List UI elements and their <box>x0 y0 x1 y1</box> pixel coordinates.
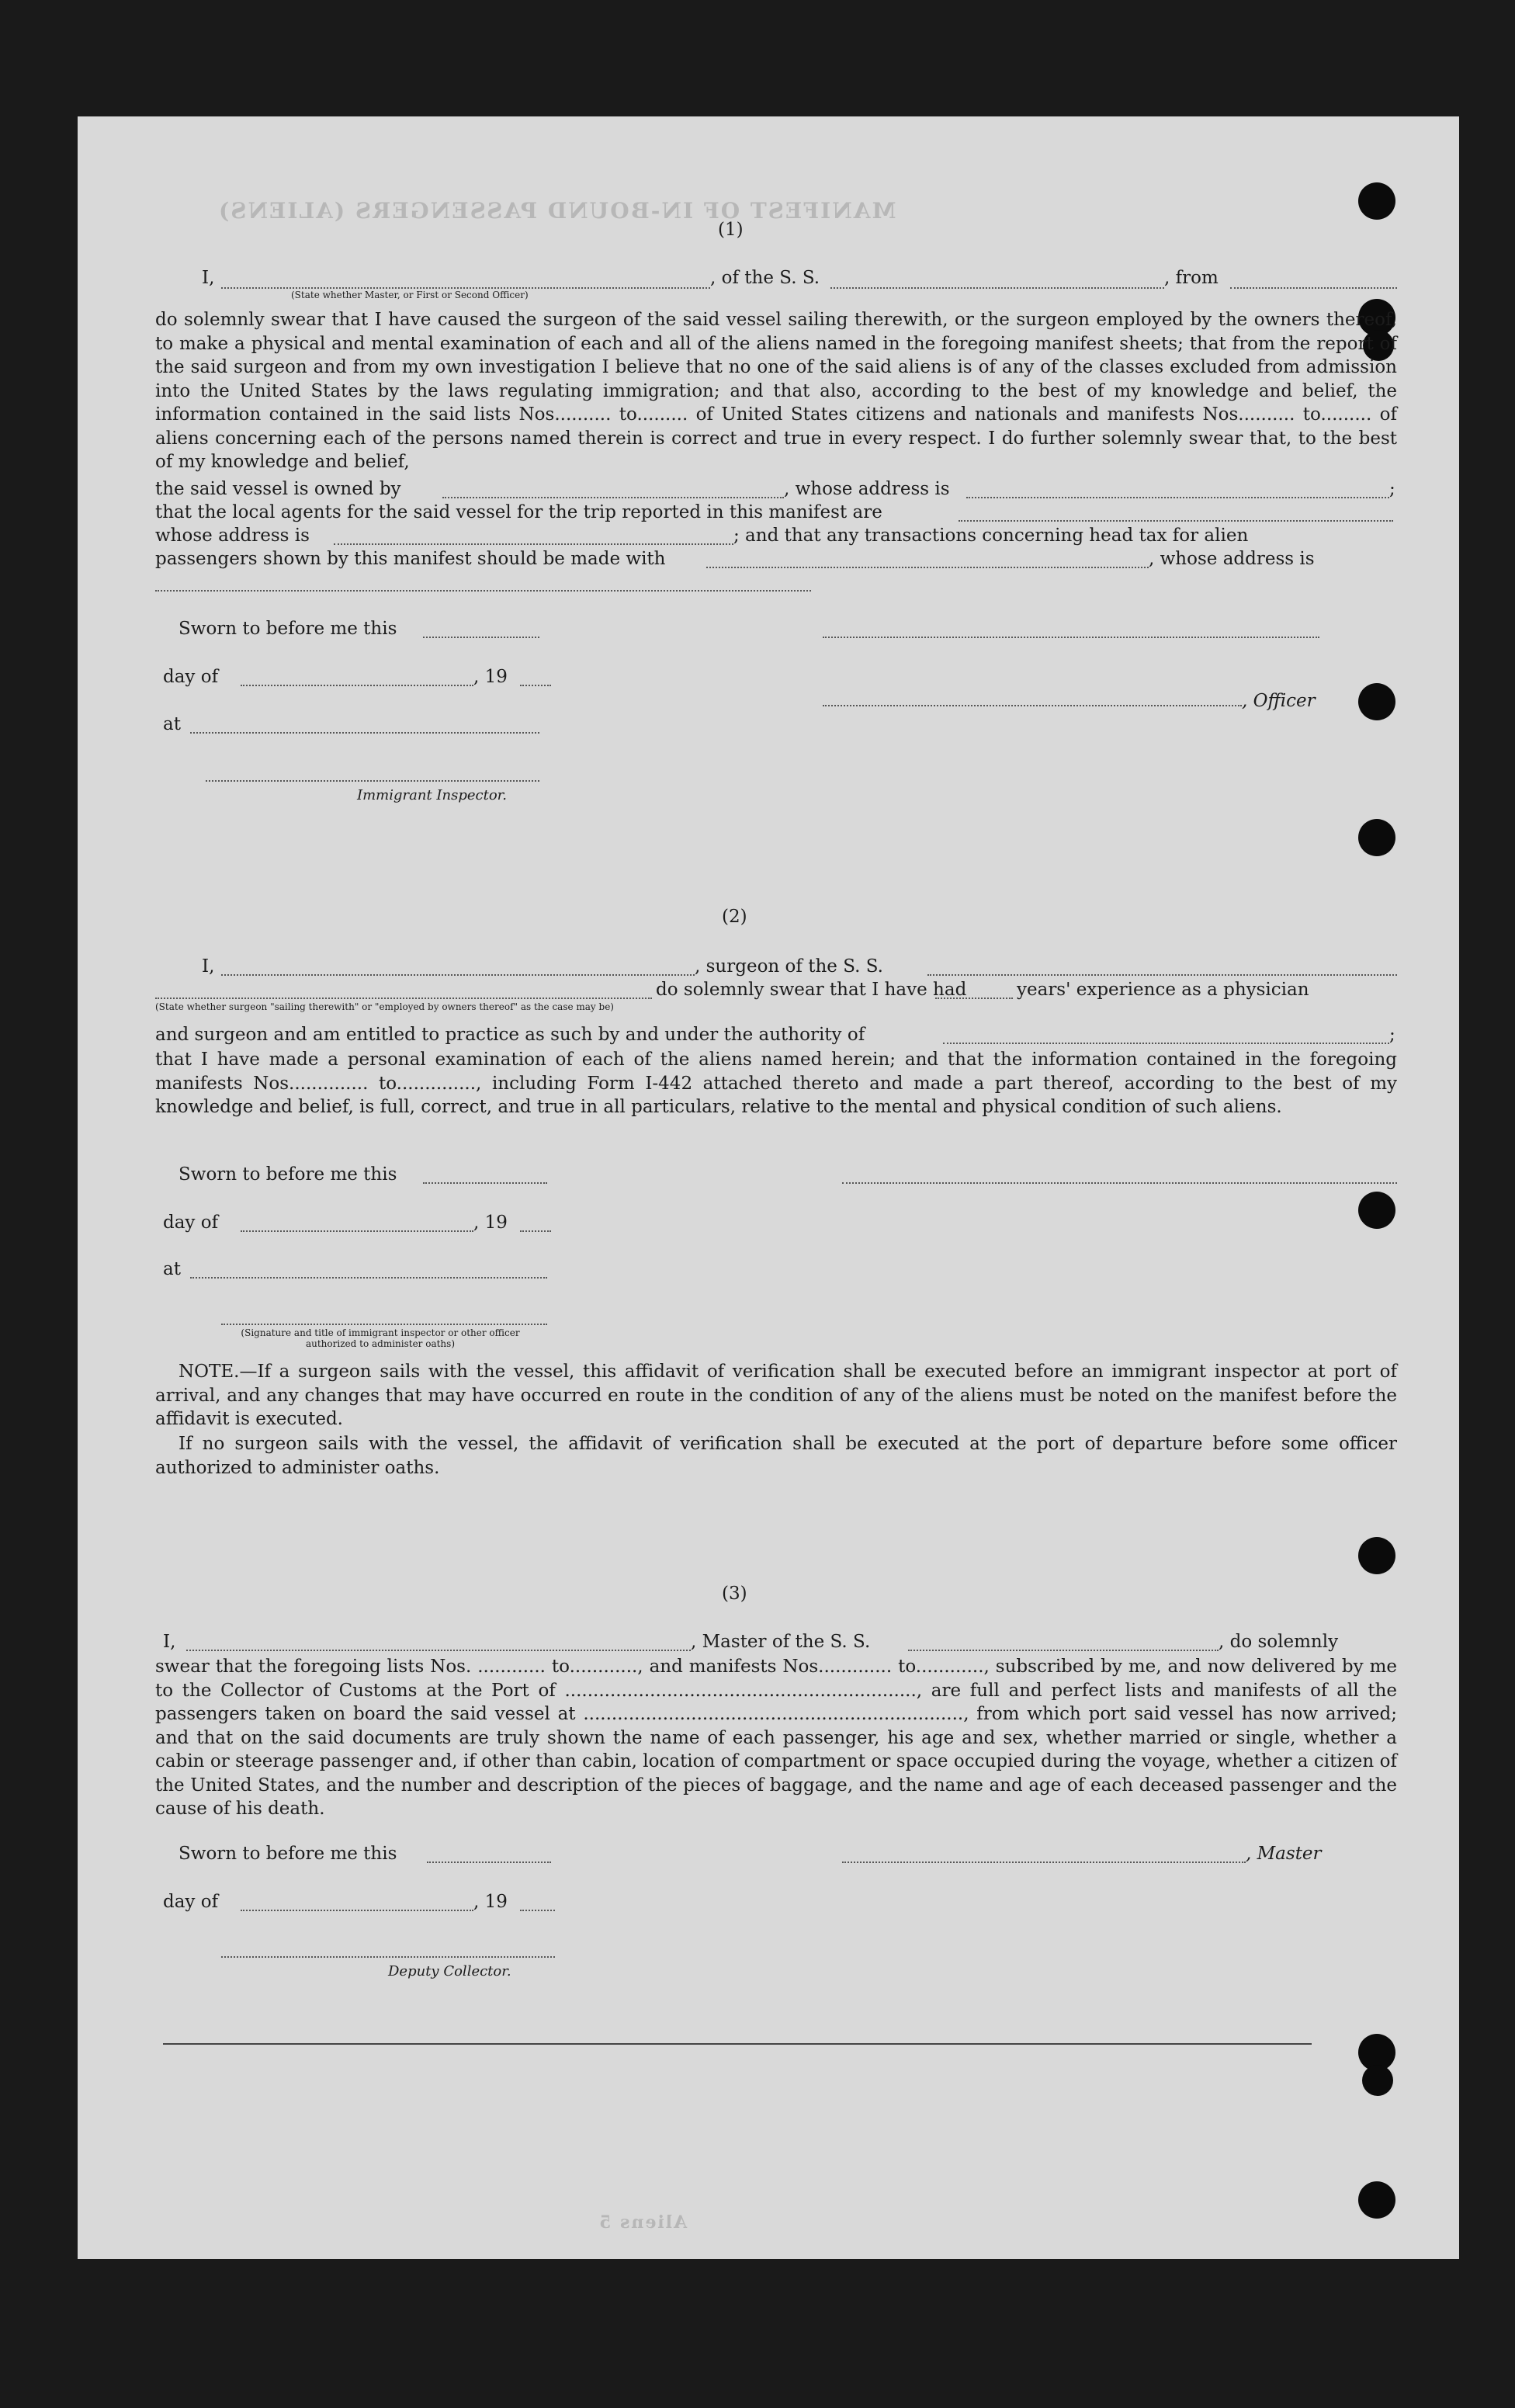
punch-hole <box>1358 1192 1395 1229</box>
punch-hole <box>1358 683 1395 720</box>
s1-from-blank <box>1230 287 1397 289</box>
s1-year: , 19 <box>473 667 508 687</box>
section-1-number: (1) <box>718 220 744 240</box>
s3-collector-blank <box>221 1956 555 1958</box>
s3-sworn: Sworn to before me this <box>179 1844 397 1864</box>
s1-tax-address-blank <box>155 590 811 592</box>
s2-at-blank <box>190 1277 547 1279</box>
s2-note2: If no surgeon sails with the vessel, the affidavit of verification shall be executed at the port of departure before some officer authorized to administer oaths. <box>155 1434 1397 1478</box>
s3-day-blank <box>241 1910 473 1911</box>
s2-state-note: (State whether surgeon "sailing therewith" or "employed by owners thereof" as the case may be) <box>155 1001 614 1012</box>
s1-owned-by: the said vessel is owned by <box>155 479 401 499</box>
s1-passengers-shown: passengers shown by this manifest should be made with <box>155 549 666 569</box>
s2-signature-blank <box>221 1324 547 1325</box>
s2-solemnly: do solemnly swear that I have had <box>656 980 967 1000</box>
s3-name-blank <box>186 1650 691 1651</box>
s2-surgeon-of: , surgeon of the S. S. <box>695 956 883 977</box>
s3-sworn-blank <box>427 1862 551 1863</box>
s1-vessel-blank <box>830 287 1164 289</box>
s1-officer-name-blank <box>823 705 1242 706</box>
s3-master-signature-blank <box>842 1862 1246 1863</box>
s3-collector-label: Deputy Collector. <box>388 1963 511 1979</box>
s2-year: , 19 <box>473 1213 508 1233</box>
s2-years-blank <box>935 998 1013 999</box>
s3-solemnly: , do solemnly <box>1219 1632 1339 1652</box>
s1-owner-address-blank <box>966 497 1389 498</box>
s1-day-of: day of <box>163 667 219 687</box>
s2-experience: years' experience as a physician <box>1017 980 1309 1000</box>
s3-master-label: , Master <box>1246 1844 1322 1864</box>
s2-body1: and surgeon and am entitled to practice as such by and under the authority of <box>155 1025 865 1045</box>
s2-day-blank <box>241 1230 473 1232</box>
s2-year-blank <box>520 1230 551 1232</box>
s1-local-agents: that the local agents for the said vessel for the trip reported in this manifest are <box>155 502 882 522</box>
s3-i: I, <box>163 1632 176 1652</box>
bottom-rule <box>163 2043 1312 2045</box>
punch-hole <box>1362 2065 1393 2096</box>
s2-note1: —If a surgeon sails with the vessel, this affidavit of verification shall be executed before an immigrant inspector at port of arrival, and any changes that may have occurred en route in the condition of any of the aliens must be noted on the manifest before the affidavit is executed. <box>155 1362 1397 1429</box>
s1-body: do solemnly swear that I have caused the surgeon of the said vessel sailing therewith, or the surgeon employed by the owners thereof, to make a physical and mental examination of each and all of the aliens named in the foregoing manifest sheets; that from the report of the said surgeon and from my own investigation I believe that no one of the said aliens is of any of the classes excluded from admission into the United States by the laws regulating immigration; and that also, according to the best of my knowledge and belief, the information contained in the said lists Nos.......... to......... of United States citizens and nationals and manifests Nos.......... to......... of aliens concerning each of the persons named therein is correct and true in every respect. I do further solemnly swear that, to the best of my knowledge and belief, <box>155 310 1397 472</box>
s1-day-blank <box>241 685 473 686</box>
s1-of-ss: , of the S. S. <box>710 268 820 288</box>
s1-agents-blank <box>959 520 1393 522</box>
s1-owner-blank <box>442 497 784 498</box>
punch-hole <box>1358 182 1395 220</box>
punch-hole <box>1358 2181 1395 2219</box>
s1-i: I, <box>202 268 215 288</box>
manifest-page: MANIFEST OF IN-BOUND PASSENGERS (ALIENS) (1) I, , of the S. S. , from (State whether Master, or First or Second Officer) do solemnly swear that I have caused the surgeon of the said vessel sailing therewith, or the surgeon employed by the owners thereof, to make a physical and mental examination of each and all of the aliens named in the foregoing manifest sheets; that from the report of the said surgeon and from my own investigation I believe that no one of the said aliens is of any of the classes excluded from admission into the United States by the laws regulating immigration; and that also, according to the best of my knowledge and belief, the information contained in the said lists Nos.......... to......... of United States citizens and nationals and manifests Nos.......... to......... of aliens concerning each of the persons named therein is correct and true in every respect. I do further solemnly swear that, to the best of my knowledge and belief, the said vessel is owned by , whose address is ; that the local agents for the said vessel for the trip reported in this manifest are whose address is ; and that any transactions concerning head tax for alien passengers shown by this manifest should be made with , whose address is Sworn to before me this day of , 19 at , Officer Immigrant Inspector. (2) I, , surgeon of the S. S. do solemnly swear that I have had years' experience as a physician (State whether surgeon "sailing therewith" or "employed by owners thereof" as the case may be) and surgeon and am entitled to practice as such by and under the authority of ; that I have made a personal examination of each of the aliens named herein; and that the information contained in the foregoing manifests Nos.............. to.............., including Form I-442 attached thereto and made a part thereof, according to the best of my knowledge and belief, is full, correct, and true in all particulars, relative to the mental and physical condition of such aliens. Sworn to before me this day of , 19 at (Signature and title of immigrant inspector or other officer authorized to administer oaths) NOTE.—If a surgeon sails with the vessel, this affidavit of verification shall be executed before an immigrant inspector at port of arrival, and any changes that may have occurred en route in the condition of any of the aliens must be noted on the manifest before the affidavit is executed. If no surgeon sails with the vessel, the affidavit of verification shall be executed at the port of departure before some officer authorized to administer oaths. (3) I, , Master of the S. S. , do solemnly swear that the foregoing lists Nos. ............ to............, and manifests Nos............. to............, subscribed by me, and now delivered by me to the Collector of Customs at the Port of .............................................................., are full and perfect lists and manifests of all the passengers taken on board the said vessel at ..................................................................., from which port said vessel has now arrived; and that on the said documents are truly shown the name of each passenger, his age and sex, whether married or single, whether a cabin or steerage passenger and, if other than cabin, location of compartment or space occupied during the voyage, whether a citizen of the United States, and the number and description of the pieces of baggage, and the name and age of each deceased passenger and the cause of his death. Sworn to before me this , Master day of , 19 Deputy Collector. Aliens 5 <box>78 116 1459 2259</box>
s1-whose-address: , whose address is <box>784 479 950 499</box>
s3-vessel-blank <box>908 1650 1219 1651</box>
s2-authority-blank <box>943 1043 1389 1044</box>
s3-year: , 19 <box>473 1892 508 1912</box>
punch-hole <box>1358 1537 1395 1574</box>
s1-agents-address: whose address is <box>155 526 310 546</box>
s1-head-tax: ; and that any transactions concerning head tax for alien <box>733 526 1249 546</box>
s1-agents-address-blank <box>334 543 733 545</box>
s1-tax-party-blank <box>706 567 1149 568</box>
s2-sworn-blank <box>423 1182 547 1184</box>
s1-whose-address-end: , whose address is <box>1149 549 1315 569</box>
s1-at: at <box>163 714 181 734</box>
section-2-number: (2) <box>722 907 747 927</box>
s1-officer-label: , Officer <box>1242 691 1316 711</box>
s1-from: , from <box>1164 268 1219 288</box>
s1-year-blank <box>520 685 551 686</box>
s1-officer-blank <box>221 287 710 289</box>
s1-inspector-label: Immigrant Inspector. <box>357 787 508 803</box>
s3-master-of: , Master of the S. S. <box>691 1632 871 1652</box>
s2-surgeon-signature-blank <box>842 1182 1397 1184</box>
s2-status-blank <box>155 998 652 999</box>
s2-i: I, <box>202 956 215 977</box>
s2-vessel-blank <box>927 974 1397 976</box>
s2-name-blank <box>221 974 695 976</box>
s1-officer-signature-blank <box>823 637 1319 638</box>
section-3-number: (3) <box>722 1584 747 1604</box>
s1-inspector-blank <box>206 780 539 782</box>
ghost-footer: Aliens 5 <box>598 2212 688 2233</box>
s1-at-blank <box>190 732 539 734</box>
s1-officer-note: (State whether Master, or First or Second Officer) <box>291 290 529 300</box>
s2-note-label: NOTE. <box>179 1362 240 1382</box>
s2-sig-note: (Signature and title of immigrant inspector or other officer authorized to administer oaths) <box>241 1327 520 1349</box>
ghost-header: MANIFEST OF IN-BOUND PASSENGERS (ALIENS) <box>217 198 896 224</box>
s2-at: at <box>163 1259 181 1279</box>
punch-hole <box>1358 819 1395 856</box>
s2-sworn: Sworn to before me this <box>179 1164 397 1185</box>
s2-note <box>155 1360 1397 1431</box>
s3-day-of: day of <box>163 1892 219 1912</box>
s1-sworn: Sworn to before me this <box>179 619 397 639</box>
s2-day-of: day of <box>163 1213 219 1233</box>
s3-body: swear that the foregoing lists Nos. ............ to............, and manifests Nos............. to............, subscribed by me, and now delivered by me to the Collector of Customs at the Port of .............................................................., are full and perfect lists and manifests of all the passengers taken on board the said vessel at ..................................................................., from which port said vessel has now arrived; and that on the said documents are truly shown the name of each passenger, his age and sex, whether married or single, whether a cabin or steerage passenger and, if other than cabin, location of compartment or space occupied during the voyage, whether a citizen of the United States, and the number and description of the pieces of baggage, and the name and age of each deceased passenger and the cause of his death. <box>155 1657 1397 1819</box>
s2-body2: that I have made a personal examination of each of the aliens named herein; and that the information contained in the foregoing manifests Nos.............. to.............., including Form I-442 attached thereto and made a part thereof, according to the best of my knowledge and belief, is full, correct, and true in all particulars, relative to the mental and physical condition of such aliens. <box>155 1050 1397 1117</box>
s1-sworn-blank <box>423 637 539 638</box>
s3-year-blank <box>520 1910 555 1911</box>
